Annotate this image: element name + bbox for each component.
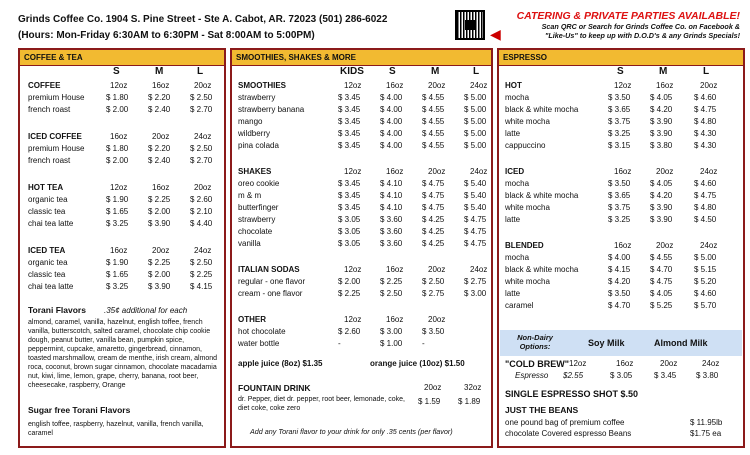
item-price: $ 4.55 — [422, 141, 445, 150]
item-price: $ 4.60 — [694, 179, 717, 188]
item-price: $ 2.25 — [148, 195, 171, 204]
size-label: L — [703, 66, 710, 77]
item-price: $ 3.45 — [338, 93, 361, 102]
item-price: $ 3.45 — [338, 141, 361, 150]
item-price: $ 5.70 — [694, 301, 717, 310]
item-price: $ 2.00 — [106, 105, 129, 114]
item-price: $ 2.00 — [148, 270, 171, 279]
cold-brew-price: $ 3.80 — [696, 371, 719, 380]
oz-label: 20oz — [194, 183, 212, 192]
item-price: $ 2.50 — [380, 289, 403, 298]
item-price: $ 4.20 — [650, 105, 673, 114]
oz-label: 12oz — [110, 183, 128, 192]
item-price: $ 2.50 — [190, 258, 213, 267]
store-address: Grinds Coffee Co. 1904 S. Pine Street - Ste A. Cabot, AR. 72023 (501) 286-6022 — [18, 14, 388, 25]
item-price: $ 2.70 — [190, 156, 213, 165]
item-price: $ 2.75 — [464, 277, 487, 286]
item-price: $ 4.20 — [650, 191, 673, 200]
oz-label: 16oz — [386, 265, 404, 274]
item-name: strawberry — [238, 93, 276, 102]
item-price: $ 2.25 — [190, 270, 213, 279]
item-price: $ 2.25 — [380, 277, 403, 286]
item-price: $ 4.25 — [422, 227, 445, 236]
single-shot: SINGLE ESPRESSO SHOT $.50 — [505, 389, 639, 399]
item-name: m & m — [238, 191, 262, 200]
item-price: $ 3.90 — [148, 219, 171, 228]
item-price: $ 3.60 — [380, 239, 403, 248]
size-label: S — [617, 66, 624, 77]
item-price: $ 4.75 — [694, 105, 717, 114]
item-name: organic tea — [28, 258, 68, 267]
qr-code-icon — [455, 10, 485, 40]
item-price: $ 2.25 — [338, 289, 361, 298]
item-name: strawberry banana — [238, 105, 305, 114]
item-price: $ 3.25 — [106, 219, 129, 228]
item-price: $ 3.45 — [338, 117, 361, 126]
torani-title: Torani Flavors — [28, 305, 86, 315]
item-name: white mocha — [505, 277, 550, 286]
item-price: $ 2.25 — [148, 258, 171, 267]
oz-label: 24oz — [470, 265, 488, 274]
item-price: $ 4.10 — [380, 191, 403, 200]
torani-note: .35¢ additional for each — [104, 306, 188, 315]
cold-brew-oz: 20oz — [660, 359, 678, 368]
item-name: mocha — [505, 179, 530, 188]
oz-label: 16oz — [152, 183, 170, 192]
item-price: $ 4.75 — [464, 215, 487, 224]
item-price: $ 2.75 — [422, 289, 445, 298]
smoothies-title: SMOOTHIES, SHAKES & MORE — [232, 50, 491, 66]
item-name: chocolate — [238, 227, 273, 236]
oz-label: 12oz — [110, 81, 128, 90]
oz-label: 24oz — [194, 246, 212, 255]
item-price: $ 4.00 — [608, 253, 631, 262]
item-price: $ 2.70 — [190, 105, 213, 114]
sugar-free-title: Sugar free Torani Flavors — [28, 405, 131, 415]
item-price: $ 4.55 — [422, 129, 445, 138]
item-price: $ 4.00 — [380, 129, 403, 138]
item-price: $ 2.20 — [148, 144, 171, 153]
section-title: COFFEE — [28, 81, 61, 90]
item-name: caramel — [505, 301, 534, 310]
sugar-free-list: english toffee, raspberry, hazelnut, vanilla, french vanilla, caramel — [28, 421, 204, 437]
oz-label: 16oz — [110, 132, 128, 141]
promo-line2: "Like-Us" to keep up with D.O.D's & any Grinds Specials! — [544, 31, 740, 40]
section-title: OTHER — [238, 315, 266, 324]
item-name: butterfinger — [238, 203, 279, 212]
oz-label: 20oz — [152, 132, 170, 141]
apple-juice: apple juice (8oz) $1.35 — [238, 359, 323, 368]
beans-item: one pound bag of premium coffee — [505, 418, 625, 427]
cold-brew-sub: Espresso — [515, 371, 549, 380]
fountain-price-20: $ 1.59 — [418, 397, 441, 406]
item-name: water bottle — [238, 339, 280, 348]
fountain-title: FOUNTAIN DRINK — [238, 383, 311, 393]
oz-label: 12oz — [344, 265, 362, 274]
item-price: $ 2.50 — [190, 144, 213, 153]
item-price: $ 3.75 — [608, 117, 631, 126]
item-price: $ 3.05 — [338, 215, 361, 224]
item-name: black & white mocha — [505, 191, 579, 200]
item-price: $ 5.00 — [464, 117, 487, 126]
section-title: SMOOTHIES — [238, 81, 287, 90]
item-name: french roast — [28, 156, 71, 165]
item-name: wildberry — [238, 129, 271, 138]
item-price: $ 4.25 — [422, 215, 445, 224]
promo-title: CATERING & PRIVATE PARTIES AVAILABLE! — [516, 10, 740, 22]
cold-brew-oz: 16oz — [616, 359, 634, 368]
oz-label: 24oz — [194, 132, 212, 141]
oz-label: 20oz — [152, 246, 170, 255]
oz-label: 20oz — [428, 265, 446, 274]
item-name: oreo cookie — [238, 179, 280, 188]
item-price: $ 5.00 — [694, 253, 717, 262]
oz-label: 20oz — [428, 167, 446, 176]
item-price: $ 3.60 — [380, 227, 403, 236]
item-price: $ 2.50 — [422, 277, 445, 286]
item-price: $ 3.00 — [380, 327, 403, 336]
item-price: $ 4.00 — [380, 117, 403, 126]
item-price: $ 4.40 — [190, 219, 213, 228]
torani-addon-note: Add any Torani flavor to your drink for only .35 cents (per flavor) — [250, 427, 453, 436]
item-price: $ 1.80 — [106, 144, 129, 153]
oz-label: 24oz — [470, 167, 488, 176]
size-label: M — [431, 66, 440, 77]
item-price: $ 4.75 — [422, 191, 445, 200]
item-price: $ 5.00 — [464, 129, 487, 138]
item-price: $ 4.00 — [380, 105, 403, 114]
item-price: - — [338, 339, 341, 348]
item-price: $ 4.75 — [464, 239, 487, 248]
oz-label: 24oz — [700, 241, 718, 250]
item-price: $ 3.45 — [338, 105, 361, 114]
item-price: $ 5.00 — [464, 141, 487, 150]
item-price: $ 3.75 — [608, 203, 631, 212]
item-price: $ 3.90 — [148, 282, 171, 291]
item-price: $ 4.60 — [694, 93, 717, 102]
section-title: BLENDED — [505, 241, 544, 250]
oz-label: 20oz — [700, 81, 718, 90]
fountain-oz-20: 20oz — [424, 383, 442, 392]
item-name: classic tea — [28, 207, 66, 216]
item-price: $ 3.90 — [650, 203, 673, 212]
item-price: $ 5.20 — [694, 277, 717, 286]
size-label: S — [389, 66, 396, 77]
item-price: $ 2.40 — [148, 105, 171, 114]
section-title: SHAKES — [238, 167, 272, 176]
oz-label: 20oz — [194, 81, 212, 90]
item-price: $ 3.90 — [650, 129, 673, 138]
item-price: $ 4.80 — [694, 203, 717, 212]
item-name: latte — [505, 289, 521, 298]
item-price: $ 2.10 — [190, 207, 213, 216]
item-price: $ 2.60 — [190, 195, 213, 204]
cold-brew-price: $ 3.05 — [610, 371, 633, 380]
size-label: S — [113, 66, 120, 77]
item-price: $ 3.50 — [422, 327, 445, 336]
item-price: $ 2.00 — [338, 277, 361, 286]
orange-juice: orange juice (10oz) $1.50 — [370, 359, 465, 368]
item-price: $ 5.15 — [694, 265, 717, 274]
oz-label: 20oz — [656, 241, 674, 250]
fountain-list: dr. Pepper, diet dr. pepper, root beer, lemonade, coke, diet coke, coke zero — [238, 396, 405, 412]
oz-label: 12oz — [344, 81, 362, 90]
item-price: $ 2.00 — [106, 156, 129, 165]
item-name: strawberry — [238, 215, 276, 224]
fountain-oz-32: 32oz — [464, 383, 482, 392]
item-price: $ 3.05 — [338, 239, 361, 248]
promo — [500, 10, 740, 40]
beans-item: chocolate Covered espresso Beans — [505, 429, 632, 438]
item-price: $ 2.60 — [338, 327, 361, 336]
item-price: $ 4.75 — [464, 227, 487, 236]
oz-label: 12oz — [344, 315, 362, 324]
item-price: $ 3.45 — [338, 179, 361, 188]
item-price: $ 3.15 — [608, 141, 631, 150]
item-price: $ 3.65 — [608, 191, 631, 200]
oz-label: 16oz — [386, 167, 404, 176]
item-price: $ 3.25 — [106, 282, 129, 291]
oz-label: 16oz — [110, 246, 128, 255]
beans-price: $ 11.95lb — [690, 418, 723, 427]
item-price: - — [422, 339, 425, 348]
item-price: $ 3.60 — [380, 215, 403, 224]
item-name: black & white mocha — [505, 265, 579, 274]
item-price: $ 4.05 — [650, 93, 673, 102]
item-price: $ 3.50 — [608, 289, 631, 298]
oz-label: 12oz — [344, 167, 362, 176]
item-name: french roast — [28, 105, 71, 114]
item-name: mocha — [505, 253, 530, 262]
item-name: chai tea latte — [28, 282, 74, 291]
item-price: $ 1.80 — [106, 93, 129, 102]
torani-list: almond, caramel, vanilla, hazelnut, english toffee, french vanilla, butterscotch, salted caramel, chocolate chip cookie dough, peanut butter, vanilla bean, pumpkin spice, peppermint, cupcake, amaretto, gingerbread, cinnamon, toasted marshmallow, cream de menthe, irish cream, almond roca, coconut, brown sugar cinnamon, chocolate macadamia nut, kiwi, lime, lemon, grape, cherry, banana, root beer, cheesecake, raspberry, Orange — [28, 319, 218, 389]
oz-label: 20oz — [428, 315, 446, 324]
item-price: $ 4.75 — [650, 277, 673, 286]
size-label: L — [197, 66, 204, 77]
item-price: $ 1.90 — [106, 195, 129, 204]
espresso-title: ESPRESSO — [499, 50, 743, 66]
oz-label: 20oz — [656, 167, 674, 176]
item-price: $ 3.25 — [608, 215, 631, 224]
item-price: $ 4.30 — [694, 129, 717, 138]
item-price: $ 3.45 — [338, 203, 361, 212]
item-price: $ 4.10 — [380, 179, 403, 188]
oz-label: 16oz — [152, 81, 170, 90]
oz-label: 16oz — [386, 81, 404, 90]
item-price: $ 1.65 — [106, 207, 129, 216]
item-price: $ 2.40 — [148, 156, 171, 165]
item-price: $ 5.00 — [464, 105, 487, 114]
arrow-left-icon: ◀ — [490, 26, 501, 42]
item-price: $ 3.90 — [650, 215, 673, 224]
item-price: $ 4.70 — [608, 301, 631, 310]
item-price: $ 1.65 — [106, 270, 129, 279]
item-price: $ 1.90 — [106, 258, 129, 267]
item-price: $ 3.50 — [608, 93, 631, 102]
cold-brew-title: "COLD BREW" — [505, 359, 570, 369]
oz-label: 16oz — [386, 315, 404, 324]
cold-brew-price: $ 3.45 — [654, 371, 677, 380]
oz-label: 16oz — [656, 81, 674, 90]
size-label: KIDS — [340, 66, 364, 77]
cold-brew-oz: 24oz — [702, 359, 720, 368]
item-price: $ 4.30 — [694, 141, 717, 150]
oz-label: 20oz — [428, 81, 446, 90]
item-price: $ 4.15 — [190, 282, 213, 291]
cold-brew-oz: 12oz — [569, 359, 587, 368]
item-price: $ 5.00 — [464, 93, 487, 102]
item-price: $ 3.05 — [338, 227, 361, 236]
section-title: ICED TEA — [28, 246, 66, 255]
item-name: white mocha — [505, 203, 550, 212]
size-label: M — [659, 66, 668, 77]
almond-milk: Almond Milk — [654, 338, 708, 348]
item-price: $ 4.00 — [380, 141, 403, 150]
oz-label: 12oz — [614, 81, 632, 90]
store-hours: (Hours: Mon-Friday 6:30AM to 6:30PM - Sat 8:00AM to 5:00PM) — [18, 30, 315, 41]
item-name: pina colada — [238, 141, 279, 150]
section-title: HOT — [505, 81, 522, 90]
soy-milk: Soy Milk — [588, 338, 625, 348]
item-price: $ 3.80 — [650, 141, 673, 150]
item-price: $ 5.40 — [464, 191, 487, 200]
size-label: L — [473, 66, 480, 77]
item-price: $ 1.00 — [380, 339, 403, 348]
cold-brew-price: $2.55 — [563, 371, 584, 380]
item-name: hot chocolate — [238, 327, 286, 336]
item-price: $ 4.75 — [422, 203, 445, 212]
item-name: black & white mocha — [505, 105, 579, 114]
item-price: $ 4.70 — [650, 265, 673, 274]
item-price: $ 4.60 — [694, 289, 717, 298]
section-title: ICED — [505, 167, 525, 176]
item-price: $ 3.45 — [338, 129, 361, 138]
item-price: $ 4.55 — [422, 117, 445, 126]
fountain-price-32: $ 1.89 — [458, 397, 481, 406]
item-price: $ 3.50 — [608, 179, 631, 188]
oz-label: 24oz — [470, 81, 488, 90]
item-name: chai tea latte — [28, 219, 74, 228]
item-price: $ 4.55 — [422, 105, 445, 114]
item-price: $ 4.55 — [650, 253, 673, 262]
item-name: regular - one flavor — [238, 277, 306, 286]
item-price: $ 4.05 — [650, 179, 673, 188]
item-price: $ 4.00 — [380, 93, 403, 102]
item-price: $ 3.00 — [464, 289, 487, 298]
item-name: mango — [238, 117, 263, 126]
section-title: HOT TEA — [28, 183, 64, 192]
item-price: $ 4.20 — [608, 277, 631, 286]
item-name: premium House — [28, 144, 85, 153]
item-name: cream - one flavor — [238, 289, 303, 298]
item-name: mocha — [505, 93, 530, 102]
item-name: classic tea — [28, 270, 66, 279]
item-price: $ 4.15 — [608, 265, 631, 274]
item-name: latte — [505, 215, 521, 224]
item-name: premium House — [28, 93, 85, 102]
item-price: $ 4.25 — [422, 239, 445, 248]
item-price: $ 5.25 — [650, 301, 673, 310]
item-price: $ 3.90 — [650, 117, 673, 126]
oz-label: 16oz — [614, 241, 632, 250]
section-title: ICED COFFEE — [28, 132, 82, 141]
header — [18, 12, 387, 44]
item-price: $ 4.05 — [650, 289, 673, 298]
item-price: $ 3.25 — [608, 129, 631, 138]
item-price: $ 4.50 — [694, 215, 717, 224]
item-name: organic tea — [28, 195, 68, 204]
non-dairy-label: Non-Dairy Options: — [517, 333, 553, 351]
item-price: $ 5.40 — [464, 203, 487, 212]
item-price: $ 2.50 — [190, 93, 213, 102]
beans-title: JUST THE BEANS — [505, 405, 579, 415]
item-name: latte — [505, 129, 521, 138]
item-name: cappuccino — [505, 141, 546, 150]
beans-price: $1.75 ea — [690, 429, 722, 438]
item-price: $ 4.55 — [422, 93, 445, 102]
section-title: ITALIAN SODAS — [238, 265, 300, 274]
oz-label: 16oz — [614, 167, 632, 176]
item-name: vanilla — [238, 239, 261, 248]
item-price: $ 4.80 — [694, 117, 717, 126]
item-name: white mocha — [505, 117, 550, 126]
item-price: $ 3.45 — [338, 191, 361, 200]
oz-label: 24oz — [700, 167, 718, 176]
item-price: $ 4.10 — [380, 203, 403, 212]
promo-line1: Scan QRC or Search for Grinds Coffee Co. on Facebook & — [541, 22, 740, 31]
item-price: $ 3.65 — [608, 105, 631, 114]
item-price: $ 4.75 — [422, 179, 445, 188]
item-price: $ 4.75 — [694, 191, 717, 200]
coffee-tea-title: COFFEE & TEA — [20, 50, 224, 66]
item-price: $ 5.40 — [464, 179, 487, 188]
size-label: M — [155, 66, 164, 77]
item-price: $ 2.00 — [148, 207, 171, 216]
item-price: $ 2.20 — [148, 93, 171, 102]
